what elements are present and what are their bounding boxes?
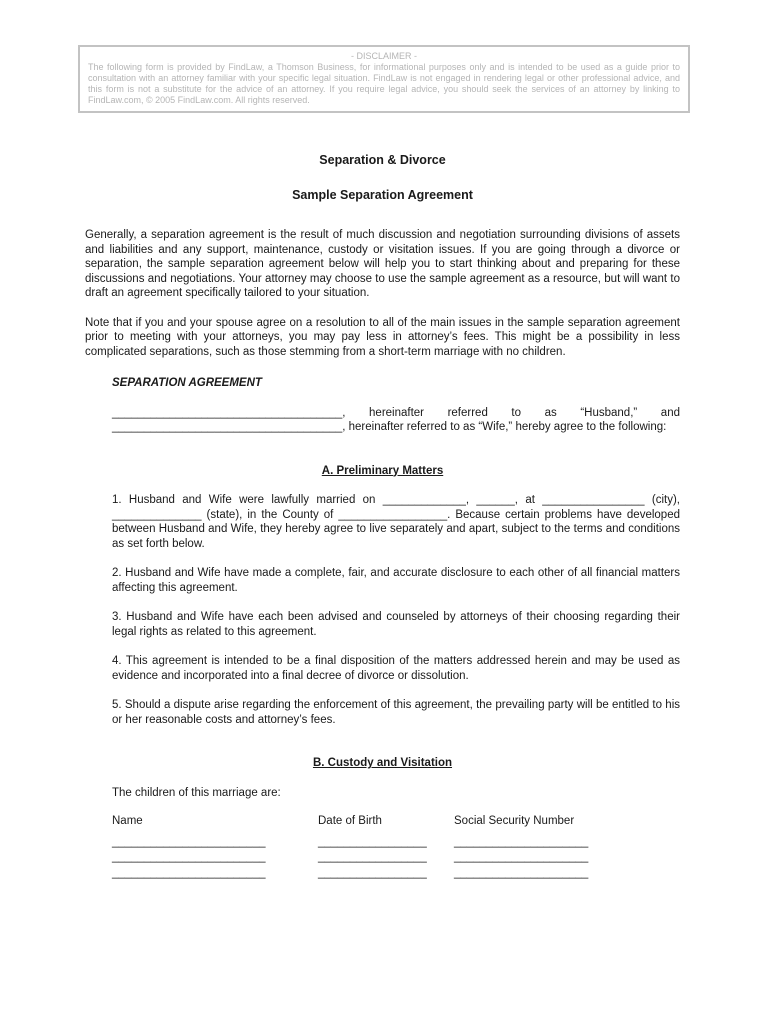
blank-line-dob-1: _________________ — [318, 835, 427, 848]
table-header-social-security-number: Social Security Number — [454, 815, 575, 827]
blank-line-dob-2: _________________ — [318, 851, 427, 863]
document-content — [85, 153, 680, 881]
table-header-date-of-birth: Date of Birth — [318, 815, 382, 827]
blank-line-dob-3: _________________ — [318, 866, 427, 879]
blank-line-name-2: ________________________ — [112, 851, 266, 863]
children-intro: The children of this marriage are: — [112, 786, 281, 799]
disclaimer-box — [78, 45, 690, 113]
section-a-item-5: 5. Should a dispute arise regarding the enforcement of this agreement, the prevailing party will be entitled to his or her reasonable costs and attorney’s fees. — [112, 699, 680, 726]
disclaimer-heading: - DISCLAIMER - — [350, 51, 417, 61]
intro-paragraph-1: Generally, a separation agreement is the result of much discussion and negotiation surrounding divisions of assets and liabilities and any support, maintenance, custody or visitation issues. If you are going through a divorce or separation, the sample separation agreement below will help you to start thinking about and preparing for these discussions and negotiations. Your attorney may choose to use the sample agreement as a resource, but will want to draft an agreement specifically tailored to your situation. — [85, 229, 680, 299]
children-table-header-row — [112, 814, 680, 830]
section-a-item-4: 4. This agreement is intended to be a final disposition of the matters addressed herein and may be used as evidence and incorporated into a final decree of divorce or dissolution. — [112, 655, 680, 682]
section-a-item-1: 1. Husband and Wife were lawfully married on _____________, ______, at ________________ (city), ______________ (state), in the County of _________________. Because certain problems have developed between Husband and Wife, they hereby agree to live separately and apart, subject to the terms and conditions as set forth below. — [112, 494, 680, 550]
section-b-heading-text: B. Custody and Visitation — [312, 757, 453, 769]
intro-paragraph-2: Note that if you and your spouse agree on a resolution to all of the main issues in the sample separation agreement prior to meeting with your attorneys, you may pay less in attorney’s fees. This might be a possibility in less complicated separations, such as those stemming from a short-term marriage with no children. — [85, 316, 680, 358]
children-table-blank-row — [112, 835, 680, 851]
blank-line-ssn-2: _____________________ — [454, 851, 589, 863]
document-title: Separation & Divorce — [319, 153, 446, 167]
section-a-heading — [85, 464, 680, 479]
children-table-blank-row — [112, 850, 680, 866]
section-a-item-2: 2. Husband and Wife have made a complete, fair, and accurate disclosure to each other of all financial matters affecting this agreement. — [112, 567, 680, 594]
section-a-item-3: 3. Husband and Wife have each been advised and counseled by attorneys of their choosing regarding their legal rights as related to this agreement. — [112, 611, 680, 638]
section-b-heading — [85, 756, 680, 771]
blank-line-ssn-1: _____________________ — [454, 835, 589, 848]
parties-clause: ____________________________________, hereinafter referred to as “Husband,” and ____________________________________, hereinafter referred to as “Wife,” hereby agree to the following: — [112, 406, 680, 433]
blank-line-name-3: ________________________ — [112, 866, 266, 879]
table-header-name: Name — [112, 815, 143, 827]
children-table-blank-row — [112, 866, 680, 882]
separation-agreement-heading: SEPARATION AGREEMENT — [112, 377, 262, 389]
blank-line-name-1: ________________________ — [112, 835, 266, 848]
section-a-heading-text: A. Preliminary Matters — [321, 464, 444, 477]
document-subtitle: Sample Separation Agreement — [292, 187, 473, 202]
children-table — [112, 814, 680, 881]
disclaimer-body: The following form is provided by FindLaw, a Thomson Business, for informational purposes only and is intended to be used as a guide prior to consultation with an attorney familiar with your specific legal situation. FindLaw is not engaged in rendering legal or other professional advice, and this form is not a substitute for the advice of an attorney. If you require legal advice, you should seek the services of an attorney by linking to FindLaw.com, © 2005 FindLaw.com. All rights reserved. — [88, 62, 680, 105]
blank-line-ssn-3: _____________________ — [454, 866, 589, 879]
